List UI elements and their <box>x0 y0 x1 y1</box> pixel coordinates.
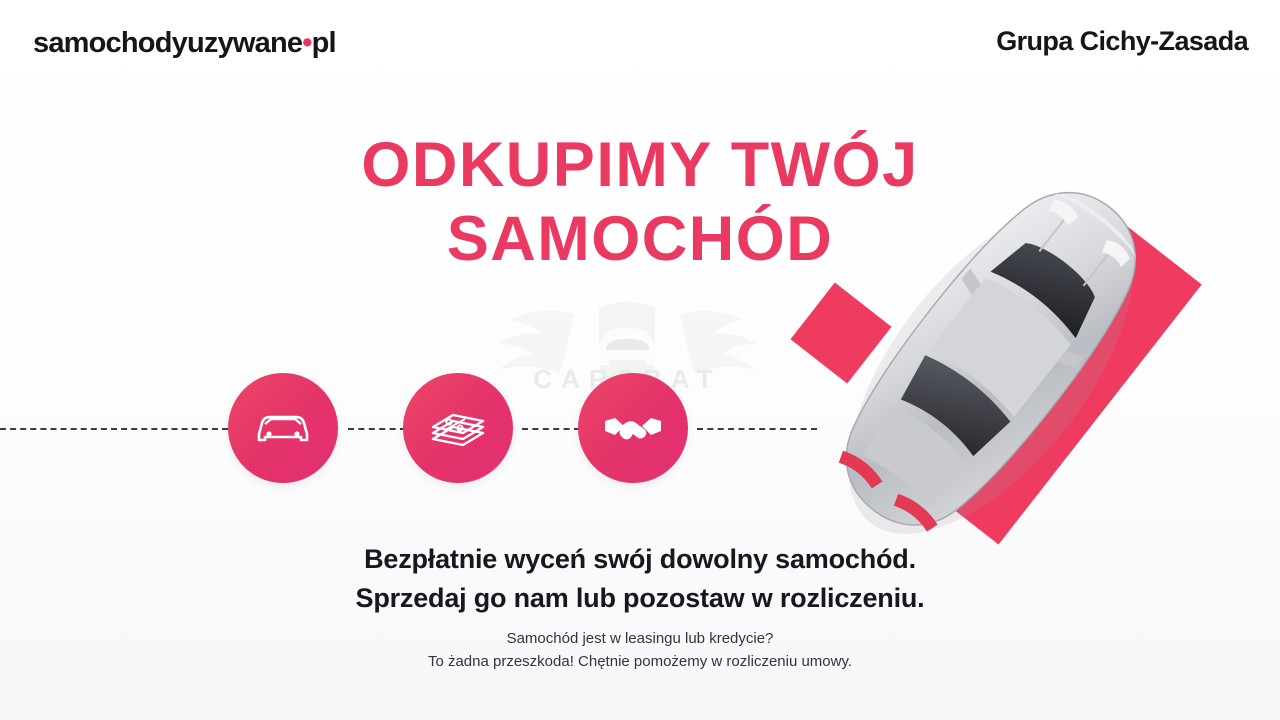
step-car[interactable] <box>228 373 338 483</box>
claim-line-2: Sprzedaj go nam lub pozostaw w rozliczeniu. <box>355 583 925 614</box>
subcopy-line-2: To żadna przeszkoda! Chętnie pomożemy w rozliczeniu umowy. <box>427 652 853 670</box>
group-name: Grupa Cichy-Zasada <box>996 26 1248 56</box>
claim-line-1: Bezpłatnie wyceń swój dowolny samochód. <box>364 544 916 574</box>
logo-dot-icon: • <box>302 27 312 59</box>
track-dash-1 <box>0 428 228 430</box>
track-dash-2 <box>348 428 406 430</box>
subcopy-text <box>0 628 1280 673</box>
page-title <box>0 128 1280 277</box>
handshake-icon <box>601 407 665 449</box>
money-stack-percent-icon <box>427 403 489 453</box>
claim-text <box>0 540 1280 618</box>
step-handshake[interactable] <box>578 373 688 483</box>
car-icon <box>253 408 313 448</box>
site-logo-text: samochodyuzywane <box>33 27 303 59</box>
site-logo-tld: pl <box>311 27 336 59</box>
step-money[interactable] <box>403 373 513 483</box>
subcopy-line-1: Samochód jest w leasingu lub kredycie? <box>506 630 774 647</box>
site-logo[interactable] <box>33 27 336 60</box>
track-dash-3 <box>522 428 580 430</box>
headline-line-1: ODKUPIMY TWÓJ <box>361 130 919 200</box>
headline-line-2: SAMOCHÓD <box>446 204 834 275</box>
